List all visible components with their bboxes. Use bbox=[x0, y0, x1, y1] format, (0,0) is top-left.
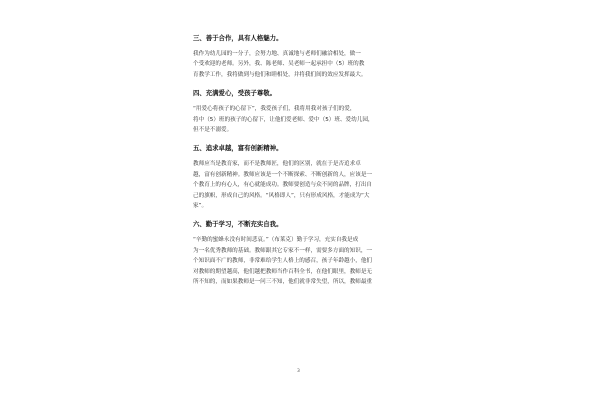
section-paragraph bbox=[193, 104, 415, 135]
paragraph-line: “用爱心将孩子的心留下”，我爱孩子们，我将用我对孩子们的爱， bbox=[193, 106, 356, 113]
section-excellence bbox=[193, 144, 415, 211]
page-number: 3 bbox=[297, 369, 300, 374]
section-heading: 六、勤于学习，不断充实自我。 bbox=[193, 220, 283, 229]
paragraph-line: 个教育上的有心人，有心就能成功。教师要创造与众不同的品牌，打出自 bbox=[193, 182, 373, 189]
section-heading: 三、善于合作，具有人格魅力。 bbox=[193, 34, 283, 42]
document-body bbox=[193, 34, 415, 297]
paragraph-line: 越，富有创新精神。教师应该是一个不断探索、不断创新的人，应该是一 bbox=[193, 171, 373, 178]
section-learning bbox=[193, 220, 415, 287]
paragraph-line: 己的旗帜，形成自己的风格。“风格即人”，只有形成风格，才能成为“大 bbox=[193, 192, 370, 199]
section-paragraph bbox=[193, 235, 415, 287]
section-heading: 四、充满爱心，受孩子尊敬。 bbox=[193, 89, 277, 98]
paragraph-line: “辛勤的蜜蜂永没有时间悲哀。”（布莱克）勤于学习，充实自我是成 bbox=[193, 237, 359, 244]
section-love bbox=[193, 89, 415, 135]
paragraph-line: 育教学工作，我将做到与他们和睦相处，并将我们间的效应发挥最大。 bbox=[193, 71, 367, 78]
section-cooperation bbox=[193, 34, 415, 80]
paragraph-line: 个受欢迎的老师。另外，我、陈老师、吴老师一起承担中（5）班的教 bbox=[193, 61, 365, 68]
paragraph-line: 为一名优秀教师的基础。教师跟其它专家不一样，需要多方面的知识，一 bbox=[193, 247, 373, 254]
paragraph-line: 对教师的期望越高，他们越把教师当作百科全书，在他们眼里，教师是无 bbox=[193, 268, 373, 275]
paragraph-line: 教师应当是教育家，而不是教师匠，他们的区别，就在于是否追求卓 bbox=[193, 161, 361, 168]
paragraph-line: 所不知的，而如果教师是一问三不知，他们就非常失望，所以，教师最重 bbox=[193, 279, 373, 286]
section-heading: 五、追求卓越，富有创新精神。 bbox=[193, 144, 283, 153]
paragraph-line: 我作为幼儿园的一分子，会努力地、真诚地与老师们融洽相处，做一 bbox=[193, 51, 361, 57]
paragraph-line: 家”。 bbox=[193, 203, 208, 210]
paragraph-line: 个知识面不广的教师，非常难给学生人格上的感召，孩子年龄越小，他们 bbox=[193, 258, 373, 265]
section-paragraph bbox=[193, 49, 415, 80]
paragraph-line: 但不是不溺爱。 bbox=[193, 127, 233, 134]
section-paragraph bbox=[193, 159, 415, 211]
paragraph-line: 将中（5）班的孩子的心留下，让他们爱老师、爱中（5）班、爱幼儿园， bbox=[193, 116, 374, 123]
